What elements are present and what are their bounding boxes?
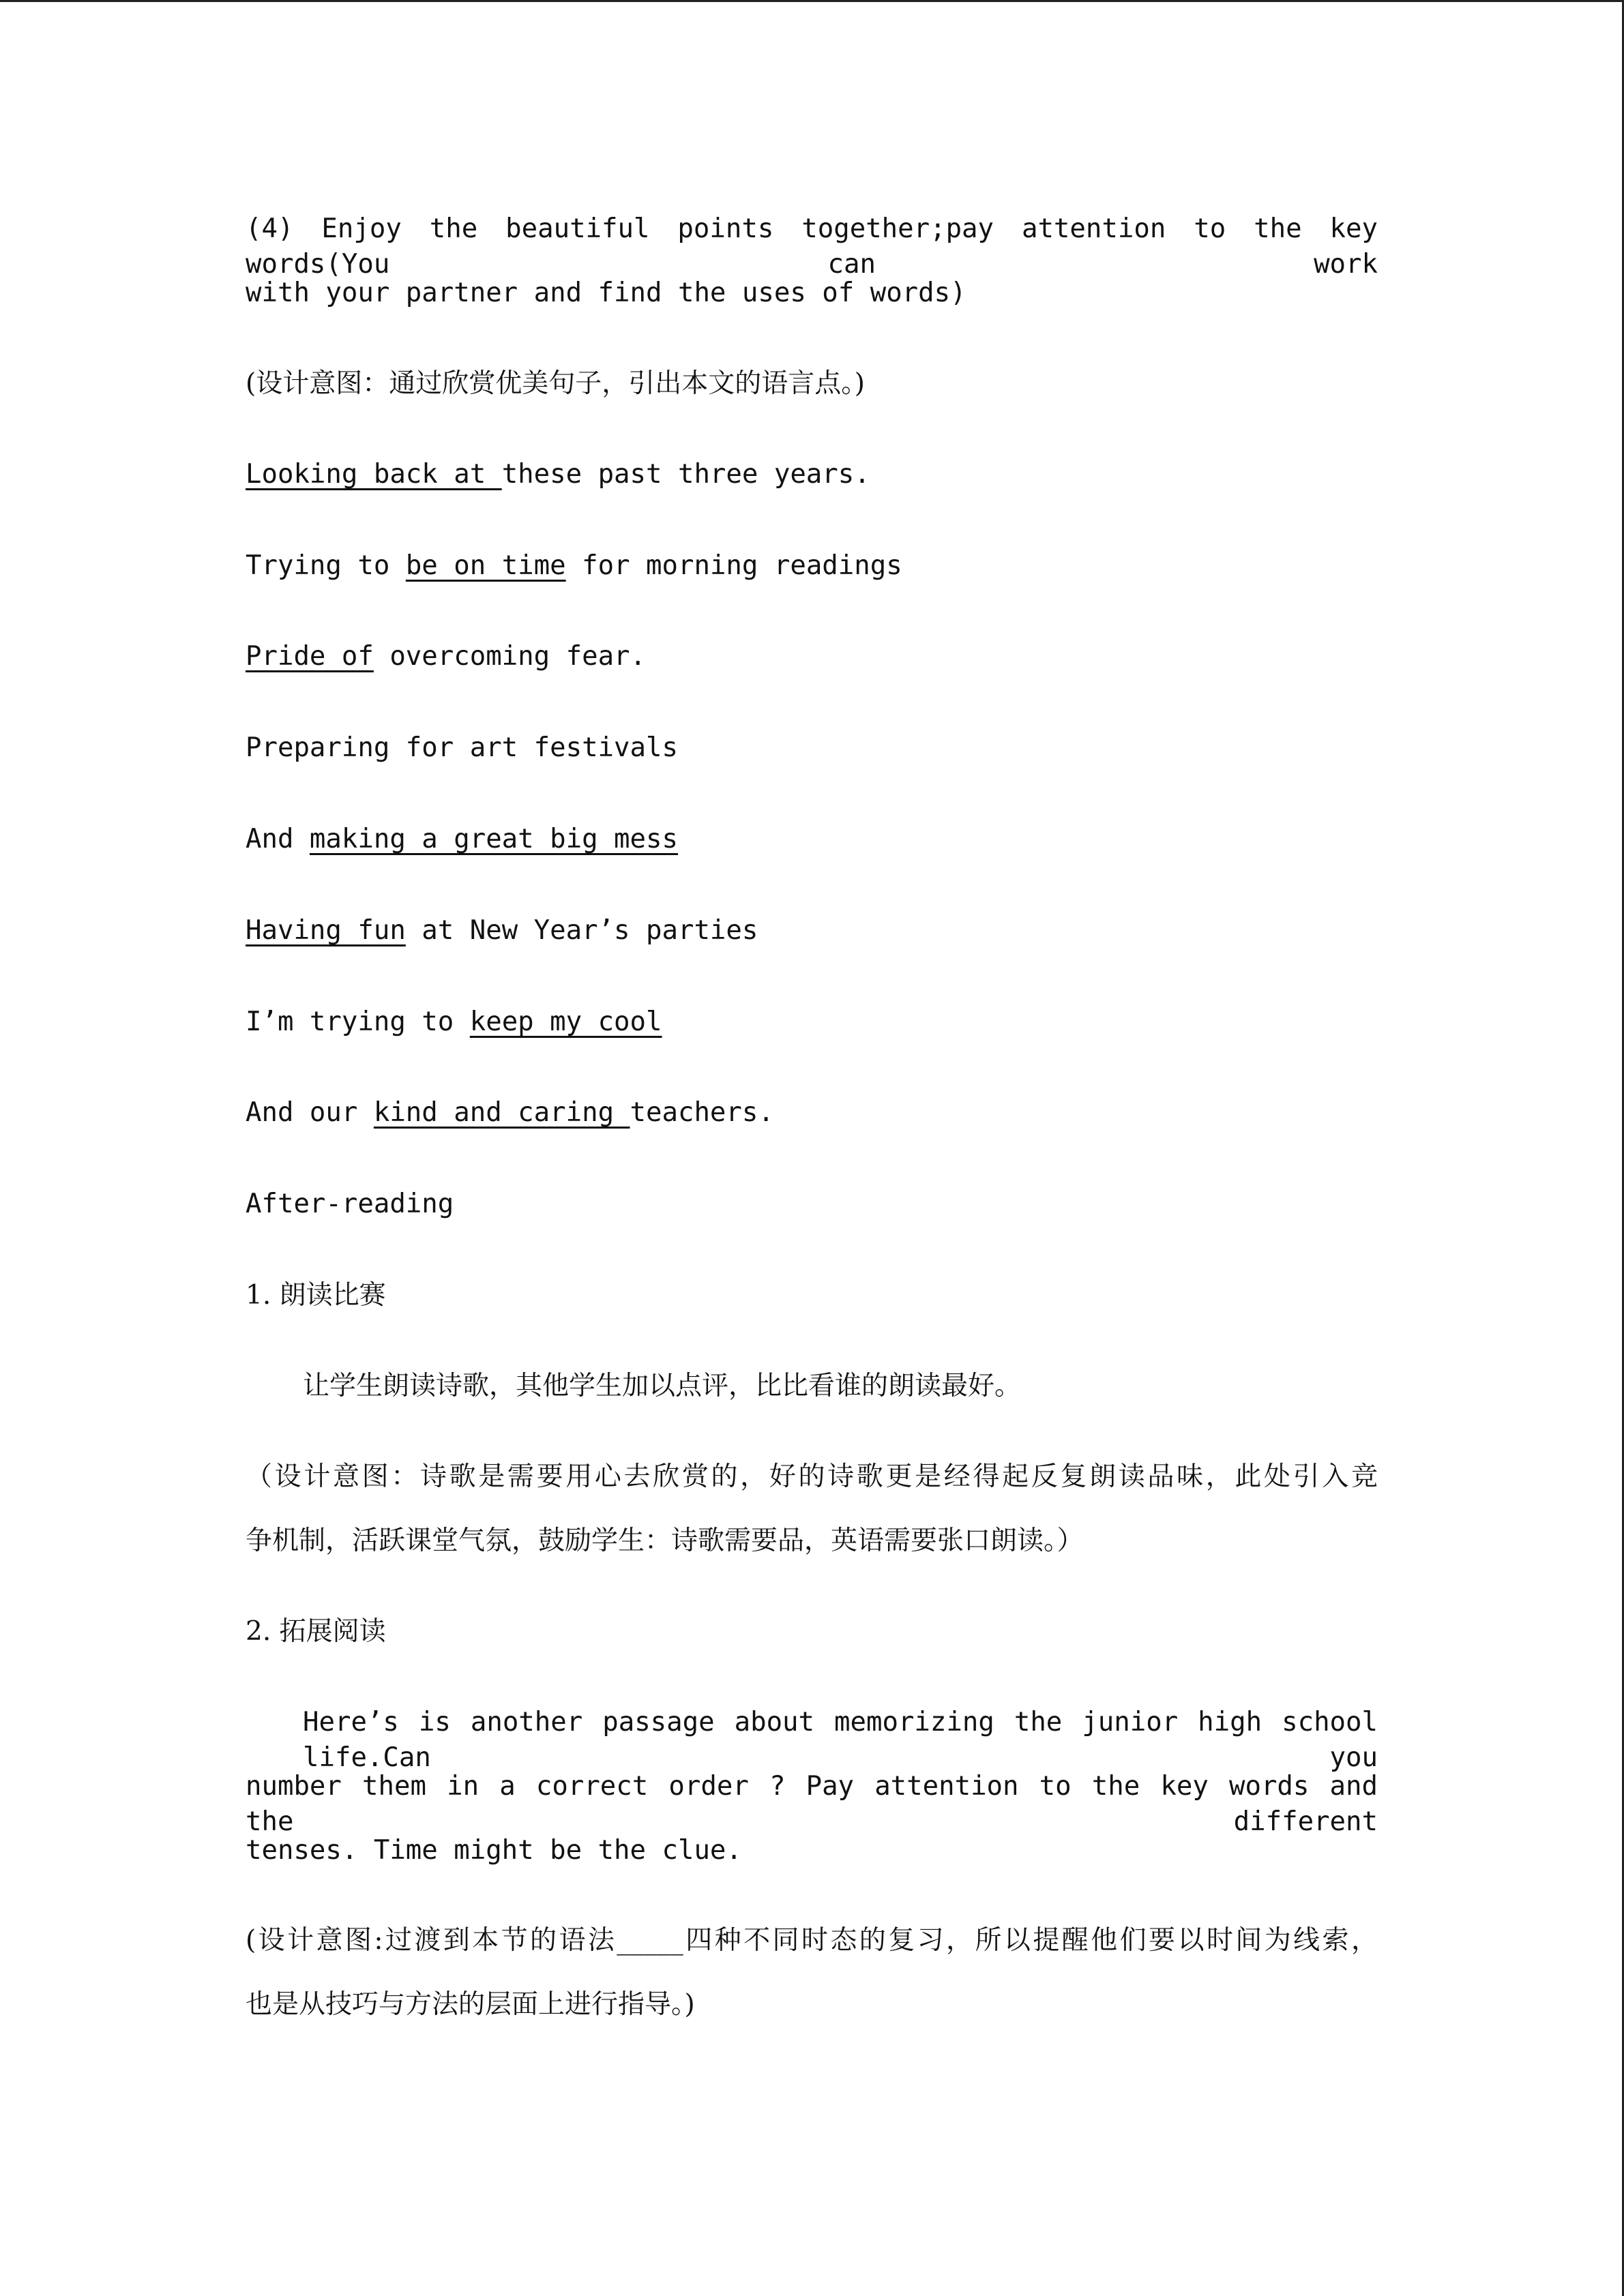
item-2-line-3: tenses. Time might be the clue. <box>246 1835 742 1866</box>
poem-line-1 <box>246 457 870 492</box>
key-phrase: Looking back at <box>246 459 502 490</box>
item-1-text: 让学生朗读诗歌，其他学生加以点评，比比看谁的朗读最好。 <box>303 1371 1022 1401</box>
step4-line-1: (4) Enjoy the beautiful points together;pay attention to the key words(You can work <box>246 213 1378 280</box>
poem-line-2 <box>246 548 902 584</box>
step4-line-2: with your partner and find the uses of words) <box>246 278 966 308</box>
key-phrase: keep my cool <box>469 1007 662 1037</box>
design-note-1: (设计意图：通过欣赏优美句子，引出本文的语言点。) <box>246 368 865 399</box>
key-phrase: Having fun <box>246 915 406 946</box>
item-2-line-1: Here’s is another passage about memorizing the junior high school life.Can you <box>303 1707 1378 1773</box>
poem-text: And <box>246 824 310 854</box>
poem-text: overcoming fear. <box>373 641 647 672</box>
poem-line-6 <box>246 913 758 949</box>
poem-line-5 <box>246 822 678 857</box>
poem-line-3 <box>246 639 646 674</box>
poem-text: I’m trying to <box>246 1007 470 1037</box>
design-note-3-line-2: 也是从技巧与方法的层面上进行指导。) <box>246 1989 695 2020</box>
design-note-3-line-1: (设计意图:过渡到本节的语法_____四种不同时态的复习，所以提醒他们要以时间为线索， <box>246 1925 1378 1956</box>
key-phrase: making a great big mess <box>309 824 678 854</box>
item-1-heading: 1. 朗读比赛 <box>246 1280 386 1311</box>
key-phrase: kind and caring <box>373 1097 630 1128</box>
item-2-heading: 2. 拓展阅读 <box>246 1616 386 1647</box>
item-2-line-2: number them in a correct order ? Pay attention to the key words and the different <box>246 1771 1378 1837</box>
poem-line-7 <box>246 1004 662 1040</box>
poem-text: teachers. <box>630 1097 774 1128</box>
key-phrase: Pride of <box>246 641 374 672</box>
poem-line-4: Preparing for art festivals <box>246 732 678 763</box>
design-note-2-line-2: 争机制，活跃课堂气氛，鼓励学生：诗歌需要品，英语需要张口朗读。） <box>246 1525 1084 1556</box>
poem-text: at New Year’s parties <box>405 915 758 946</box>
section-heading-after-reading: After-reading <box>246 1189 454 1219</box>
design-note-2-line-1: （设计意图：诗歌是需要用心去欣赏的，好的诗歌更是经得起反复朗读品味，此处引入竞 <box>246 1461 1378 1492</box>
key-phrase: be on time <box>405 550 566 581</box>
poem-text: And our <box>246 1097 374 1128</box>
poem-line-8 <box>246 1095 774 1131</box>
poem-text: these past three years. <box>501 459 870 490</box>
poem-text: for morning readings <box>565 550 902 581</box>
page-border-top <box>0 0 1624 2</box>
poem-text: Trying to <box>246 550 406 581</box>
